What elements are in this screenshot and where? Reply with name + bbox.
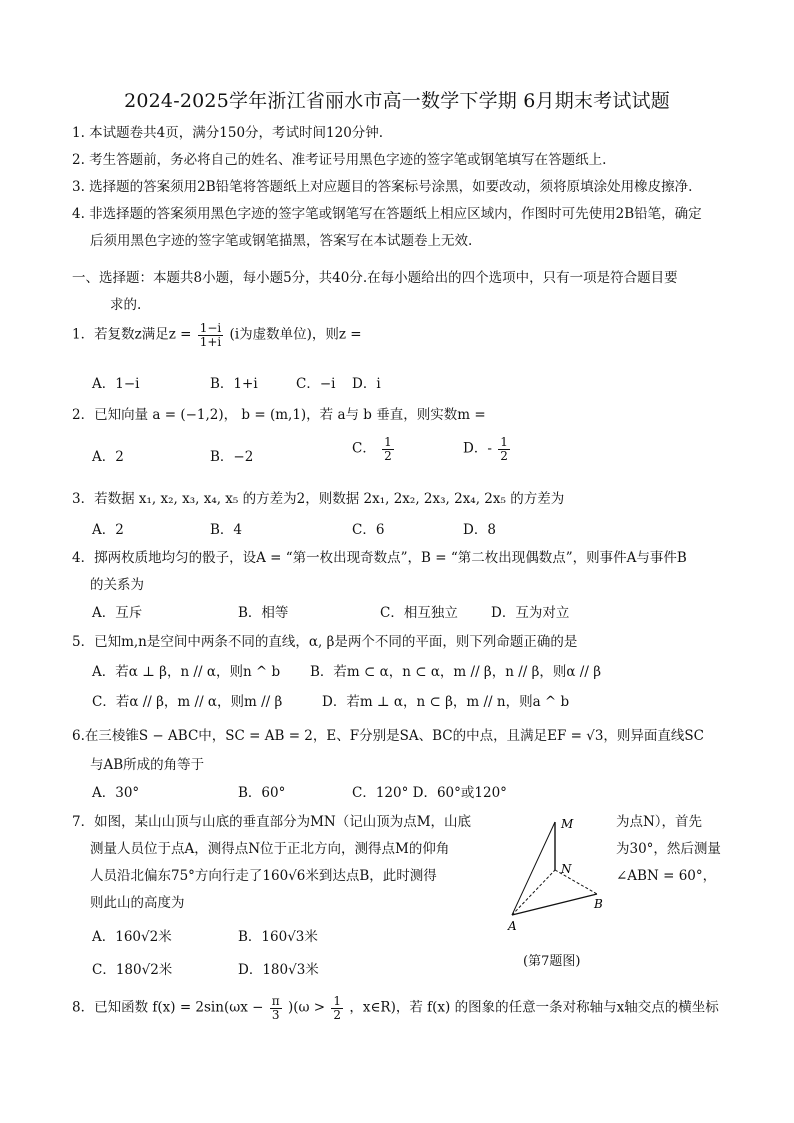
q6-option-a: A．30° bbox=[92, 785, 140, 801]
label-a: A bbox=[508, 919, 517, 933]
question-7-line1-right: 为点N），首先 bbox=[616, 814, 703, 830]
question-7-line2: 测量人员位于点A，测得点N位于正北方向，测得点M的仰角 bbox=[90, 841, 450, 857]
q7-option-a: A．160√2米 bbox=[92, 929, 172, 945]
q1-frac-num: 1−i bbox=[199, 321, 222, 335]
instruction-4: 4. 非选择题的答案须用黑色字迹的签字笔或钢笔写在答题纸上相应区域内，作图时可先使用2B铅笔，确定 bbox=[72, 206, 702, 222]
question-7-line3-right: ∠ABN = 60°， bbox=[616, 868, 717, 884]
question-4: 4．掷两枚质地均匀的骰子，设A = “第一枚出现奇数点”，B = “第二枚出现偶数点”，则事件A与事件B bbox=[72, 550, 687, 566]
q5-option-a: A．若α ⊥ β，n // α，则n ^ b bbox=[92, 664, 281, 680]
q7-option-b: B．160√3米 bbox=[238, 929, 318, 945]
q8-prefix: 8．已知函数 f(x) = 2sin(ωx − bbox=[72, 999, 264, 1016]
q5-option-d: D．若m ⊥ α，n ⊂ β，m // n，则a ^ b bbox=[322, 694, 570, 710]
q8-pi-den: 3 bbox=[271, 1007, 280, 1022]
q3-option-b: B．4 bbox=[210, 522, 243, 538]
label-n: N bbox=[561, 862, 572, 876]
q7-option-d: D．180√3米 bbox=[238, 962, 319, 978]
q1-prefix: 1．若复数z满足z = bbox=[72, 326, 192, 343]
q8-suffix: ，x∈R)，若 f(x) 的图象的任意一条对称轴与x轴交点的横坐标 bbox=[349, 999, 719, 1016]
q1-suffix: (i为虚数单位)，则z = bbox=[229, 326, 362, 343]
q4-option-a: A．互斥 bbox=[92, 605, 143, 621]
q2-option-d-frac bbox=[498, 436, 510, 462]
instruction-3: 3. 选择题的答案须用2B铅笔将答题纸上对应题目的答案标号涂黑，如要改动，须将原填涂处用橡皮擦净. bbox=[72, 179, 693, 195]
question-7-line4: 则此山的高度为 bbox=[90, 895, 185, 911]
label-b: B bbox=[594, 897, 603, 911]
q2-option-d bbox=[463, 436, 512, 462]
q5-option-b: B．若m ⊂ α，n ⊂ α，m // β，n // β，则α // β bbox=[310, 664, 602, 680]
question-7-line2-right: 为30°，然后测量 bbox=[616, 841, 721, 857]
question-6: 6.在三棱锥S − ABC中，SC = AB = 2，E、F分别是SA、BC的中点，且满足EF = √3，则异面直线SC bbox=[72, 728, 705, 744]
page-title: 2024-2025学年浙江省丽水市高一数学下学期 6月期末考试试题 bbox=[124, 90, 670, 112]
question-6-cont: 与AB所成的角等于 bbox=[90, 757, 205, 773]
q8-mid: )(ω > bbox=[287, 999, 326, 1016]
q1-option-a: A．1−i bbox=[92, 376, 140, 392]
q2-option-b: B．−2 bbox=[210, 449, 254, 465]
q2-option-a: A．2 bbox=[92, 449, 124, 465]
q8-half-den: 2 bbox=[333, 1007, 342, 1022]
instruction-1: 1. 本试题卷共4页，满分150分，考试时间120分钟. bbox=[72, 125, 384, 141]
instruction-2: 2. 考生答题前，务必将自己的姓名、准考证号用黑色字迹的签字笔或钢笔填写在答题纸上. bbox=[72, 152, 607, 168]
question-2: 2．已知向量 a = (−1,2)， b = (m,1)，若 a与 b 垂直，则实数m = bbox=[72, 407, 486, 423]
q2-option-d-label: D．- bbox=[463, 440, 492, 457]
q5-option-c: C．若α // β，m // α，则m // β bbox=[92, 694, 283, 710]
section-heading: 一、选择题：本题共8小题，每小题5分，共40分.在每小题给出的四个选项中，只有一项是符合题目要 bbox=[72, 270, 678, 286]
q1-frac-den: 1+i bbox=[199, 334, 222, 349]
q6-option-cd: C．120° D．60°或120° bbox=[352, 785, 507, 801]
q2-option-c bbox=[352, 436, 396, 462]
q7-option-c: C．180√2米 bbox=[92, 962, 173, 978]
q2-c-den: 2 bbox=[384, 448, 392, 463]
section-heading-cont: 求的. bbox=[110, 297, 142, 313]
q1-option-b: B．1+i bbox=[210, 376, 258, 392]
q3-option-c: C．6 bbox=[352, 522, 385, 538]
q2-option-c-frac bbox=[382, 436, 394, 462]
question-7-line1: 7．如图，某山山顶与山底的垂直部分为MN（记山顶为点M，山底 bbox=[72, 814, 472, 830]
q7-figure bbox=[500, 812, 620, 942]
q8-half-num: 1 bbox=[333, 994, 342, 1008]
question-7-line3: 人员沿北偏东75°方向行走了160√6米到达点B，此时测得 bbox=[90, 868, 437, 884]
q3-option-d: D．8 bbox=[463, 522, 496, 538]
q4-option-b: B．相等 bbox=[238, 605, 289, 621]
q2-c-num: 1 bbox=[384, 435, 392, 449]
q4-option-d: D．互为对立 bbox=[491, 605, 570, 621]
q8-pi-frac bbox=[270, 995, 282, 1021]
figure-caption: (第7题图) bbox=[523, 954, 581, 969]
q3-option-a: A．2 bbox=[92, 522, 124, 538]
q6-option-b: B．60° bbox=[238, 785, 286, 801]
q1-fraction bbox=[198, 322, 224, 348]
q2-option-c-label: C． bbox=[352, 440, 376, 457]
q2-d-num: 1 bbox=[500, 435, 508, 449]
line-ma bbox=[512, 822, 555, 915]
question-1 bbox=[72, 322, 362, 348]
question-3: 3．若数据 x₁, x₂, x₃, x₄, x₅ 的方差为2，则数据 2x₁, 2x₂, 2x₃, 2x₄, 2x₅ 的方差为 bbox=[72, 491, 565, 507]
question-5: 5．已知m,n是空间中两条不同的直线，α, β是两个不同的平面，则下列命题正确的是 bbox=[72, 634, 578, 650]
instruction-4-cont: 后须用黑色字迹的签字笔或钢笔描黑，答案写在本试题卷上无效. bbox=[90, 233, 473, 249]
line-an bbox=[512, 870, 555, 915]
q1-option-c: C．−i bbox=[296, 376, 336, 392]
q1-option-d: D．i bbox=[352, 376, 381, 392]
question-4-cont: 的关系为 bbox=[90, 577, 144, 593]
question-8 bbox=[72, 995, 719, 1021]
q8-pi-num: π bbox=[271, 994, 280, 1008]
q4-option-c: C．相互独立 bbox=[380, 605, 458, 621]
q8-half-frac bbox=[331, 995, 343, 1021]
q2-d-den: 2 bbox=[500, 448, 508, 463]
line-ab bbox=[512, 894, 597, 915]
label-m: M bbox=[561, 817, 574, 831]
